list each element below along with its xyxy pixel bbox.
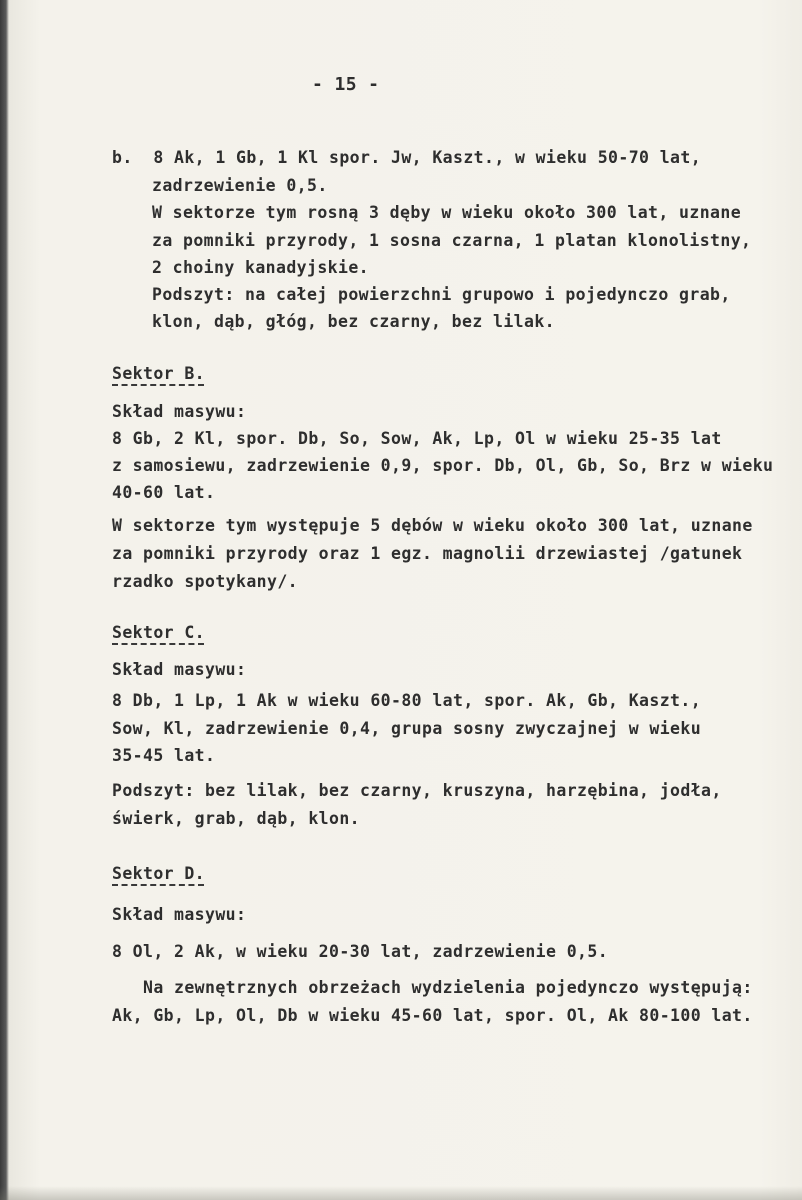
- text-line: za pomniki przyrody, 1 sosna czarna, 1 platan klonolistny,: [152, 231, 752, 250]
- text-line: b. 8 Ak, 1 Gb, 1 Kl spor. Jw, Kaszt., w wieku 50-70 lat,: [112, 148, 702, 167]
- text-line: świerk, grab, dąb, klon.: [112, 809, 361, 828]
- page-number: - 15 -: [312, 74, 380, 95]
- text-line: zadrzewienie 0,5.: [152, 176, 328, 195]
- section-heading-sector-b: Sektor B.: [112, 364, 206, 383]
- heading-underline: [112, 643, 204, 645]
- text-line: Sow, Kl, zadrzewienie 0,4, grupa sosny zwyczajnej w wieku: [112, 719, 702, 738]
- text-line: 8 Ol, 2 Ak, w wieku 20-30 lat, zadrzewienie 0,5.: [112, 942, 609, 961]
- text-line: W sektorze tym występuje 5 dębów w wieku około 300 lat, uznane: [112, 516, 753, 535]
- section-heading-sector-d: Sektor D.: [112, 864, 206, 883]
- text-line: 8 Gb, 2 Kl, spor. Db, So, Sow, Ak, Lp, Ol w wieku 25-35 lat: [112, 429, 722, 448]
- text-line: 40-60 lat.: [112, 483, 216, 502]
- text-line: Podszyt: bez lilak, bez czarny, kruszyna, harzębina, jodła,: [112, 781, 722, 800]
- text-line: Ak, Gb, Lp, Ol, Db w wieku 45-60 lat, spor. Ol, Ak 80-100 lat.: [112, 1006, 753, 1025]
- text-line: rzadko spotykany/.: [112, 572, 299, 591]
- scan-edge: [0, 1186, 802, 1200]
- heading-underline: [112, 884, 204, 886]
- text-line: 8 Db, 1 Lp, 1 Ak w wieku 60-80 lat, spor. Ak, Gb, Kaszt.,: [112, 691, 702, 710]
- text-line: za pomniki przyrody oraz 1 egz. magnolii drzewiastej /gatunek: [112, 544, 743, 563]
- text-line: z samosiewu, zadrzewienie 0,9, spor. Db, Ol, Gb, So, Brz w wieku: [112, 456, 774, 475]
- composition-label: Skład masywu:: [112, 402, 247, 421]
- composition-label: Skład masywu:: [112, 905, 247, 924]
- heading-underline: [112, 384, 204, 386]
- text-line: klon, dąb, głóg, bez czarny, bez lilak.: [152, 312, 556, 331]
- text-line: W sektorze tym rosną 3 dęby w wieku około 300 lat, uznane: [152, 203, 742, 222]
- text-line: Na zewnętrznych obrzeżach wydzielenia pojedynczo występują:: [112, 978, 753, 997]
- section-heading-sector-c: Sektor C.: [112, 623, 206, 642]
- text-line: Podszyt: na całej powierzchni grupowo i pojedynczo grab,: [152, 285, 731, 304]
- composition-label: Skład masywu:: [112, 660, 247, 679]
- text-line: 2 choiny kanadyjskie.: [152, 258, 370, 277]
- text-line: 35-45 lat.: [112, 746, 216, 765]
